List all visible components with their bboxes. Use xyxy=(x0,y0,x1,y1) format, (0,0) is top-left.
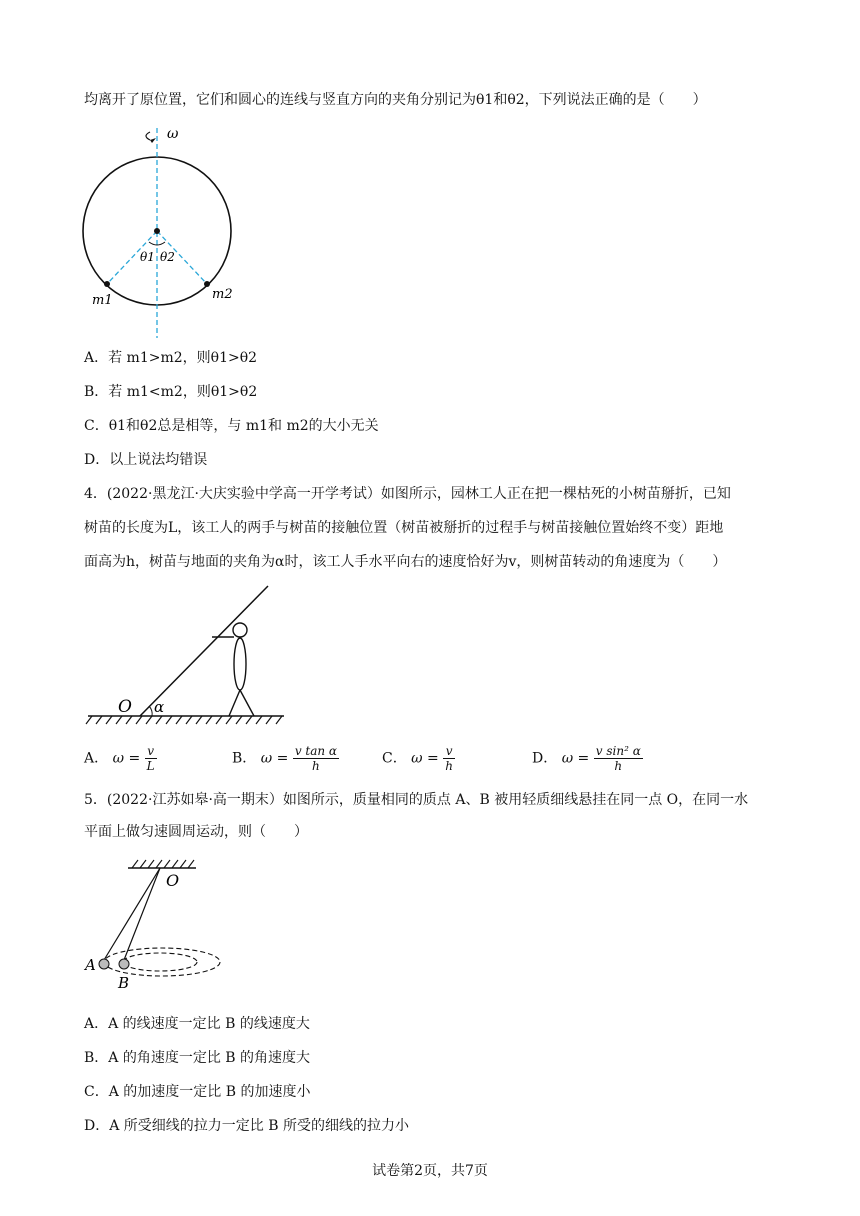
mass-m2-dot xyxy=(204,281,210,287)
q4-option-d xyxy=(532,744,643,773)
q5-stem-line-1: 5．(2022·江苏如皋·高一期末）如图所示，质量相同的质点 A、B 被用轻质细线悬挂在同一点 O，在同一水 xyxy=(84,792,749,808)
m2-label: m2 xyxy=(212,287,233,302)
alpha-arc xyxy=(149,706,152,716)
orbit-B xyxy=(123,953,197,971)
q4-option-b xyxy=(232,744,339,773)
q4-option-d-letter: D． xyxy=(532,750,558,767)
pivot-O-label: O xyxy=(166,871,180,890)
mass-m1-dot xyxy=(104,281,110,287)
q5-option-c: C．A 的加速度一定比 B 的加速度小 xyxy=(84,1084,311,1100)
q4-option-d-lhs: ω = xyxy=(561,750,590,767)
origin-O-label: O xyxy=(118,697,132,717)
ball-A-label: A xyxy=(85,956,96,974)
q4-option-c-lhs: ω = xyxy=(411,750,439,767)
q4-figure-worker xyxy=(82,582,292,727)
q5-option-d: D．A 所受细线的拉力一定比 B 所受的细线的拉力小 xyxy=(84,1118,409,1134)
alpha-label: α xyxy=(154,698,165,716)
ground-hatching xyxy=(86,716,282,724)
q4-stem-line-2: 树苗的长度为L，该工人的两手与树苗的接触位置（树苗被掰折的过程手与树苗接触位置始终不变）距地 xyxy=(84,520,724,536)
sapling-line xyxy=(140,586,268,716)
ceiling-hatching xyxy=(132,860,194,868)
theta1-label: θ1 xyxy=(140,250,155,264)
q4-option-a xyxy=(84,744,157,773)
q4-option-c xyxy=(382,744,455,773)
worker-body xyxy=(234,638,246,690)
q4-option-a-letter: A． xyxy=(84,750,109,767)
omega-label: ω xyxy=(167,126,179,142)
rotation-arrow-icon xyxy=(146,132,150,140)
center-dot xyxy=(154,228,160,234)
q3-option-b: B．若 m1<m2，则θ1>θ2 xyxy=(84,384,258,400)
q3-option-a: A．若 m1>m2，则θ1>θ2 xyxy=(84,350,258,366)
q4-option-b-letter: B． xyxy=(232,750,257,767)
theta2-label: θ2 xyxy=(160,250,175,264)
q4-option-b-lhs: ω = xyxy=(260,750,289,767)
ball-B-label: B xyxy=(118,974,130,992)
ball-A xyxy=(99,959,109,969)
q5-option-b: B．A 的角速度一定比 B 的角速度大 xyxy=(84,1050,311,1066)
q4-stem-line-3: 面高为h，树苗与地面的夹角为α时，该工人手水平向右的速度恰好为v，则树苗转动的角速度为（ ） xyxy=(84,554,727,570)
q3-stem-line: 均离开了原位置，它们和圆心的连线与竖直方向的夹角分别记为θ1和θ2，下列说法正确的是（ ） xyxy=(84,92,707,108)
q4-option-d-frac: $\frac{\text{v sin² α}}{h}$ xyxy=(595,744,641,773)
q4-option-c-frac: $\frac{v}{h}$ xyxy=(445,744,453,773)
q4-stem-line-1: 4．(2022·黑龙江·大庆实验中学高一开学考试）如图所示，园林工人正在把一棵枯死的小树苗掰折，已知 xyxy=(84,486,731,502)
q4-option-a-frac: $\frac{v}{L}$ xyxy=(146,744,155,773)
string-B xyxy=(124,868,160,960)
worker-leg-left xyxy=(229,690,240,716)
q4-option-c-letter: C． xyxy=(382,750,407,767)
q5-figure-pendulum xyxy=(82,856,232,996)
worker-leg-right xyxy=(240,690,254,716)
q3-option-d: D．以上说法均错误 xyxy=(84,452,208,468)
page-footer: 试卷第2页，共7页 xyxy=(372,1163,488,1179)
q3-option-c: C．θ1和θ2总是相等，与 m1和 m2的大小无关 xyxy=(84,418,379,434)
q3-figure-circle xyxy=(70,118,260,343)
q4-option-a-lhs: ω = xyxy=(112,750,141,767)
ball-B xyxy=(119,959,129,969)
worker-head xyxy=(233,623,247,637)
q5-stem-line-2: 平面上做匀速圆周运动，则（ ） xyxy=(84,824,308,840)
q5-option-a: A．A 的线速度一定比 B 的线速度大 xyxy=(84,1016,310,1032)
q4-option-b-frac: $\frac{\text{v tan α}}{h}$ xyxy=(294,744,338,773)
m1-label: m1 xyxy=(92,293,113,308)
string-A xyxy=(104,868,160,960)
